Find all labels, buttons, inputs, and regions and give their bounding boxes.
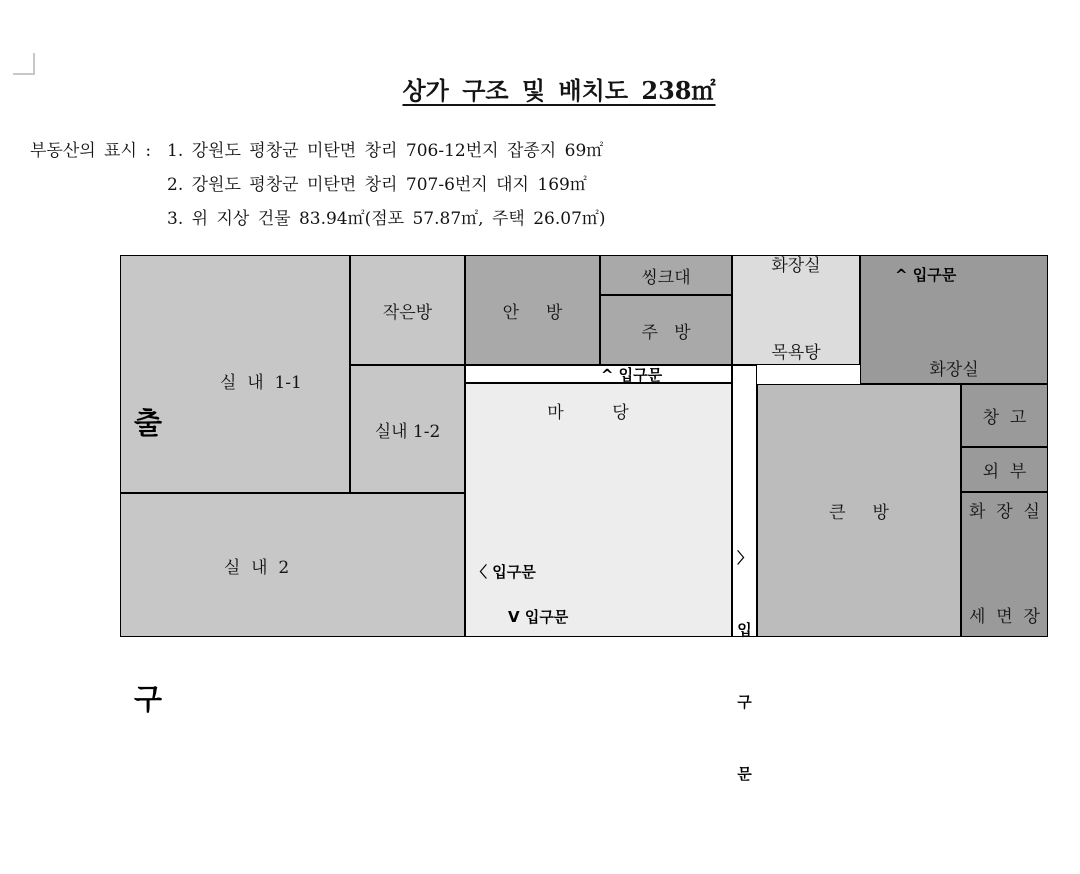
- room-label-silnae-1-2: 실내 1-2: [374, 421, 441, 442]
- room-small-room: [350, 255, 465, 365]
- room-label-kitchen: 주 방: [641, 322, 691, 343]
- room-sink: [600, 255, 732, 295]
- room-label-silnae-2: 실 내 2: [223, 557, 290, 578]
- right-door-char-4: 문: [737, 765, 752, 783]
- door-strip-right: [732, 365, 757, 783]
- page-title: 상가 구조 및 배치도 238㎡: [402, 76, 716, 105]
- right-door-char-2: 입: [737, 621, 752, 639]
- room-label-big-room: 큰 방: [829, 503, 889, 523]
- washroom-line-2: 세 면 장: [969, 606, 1040, 627]
- room-label-silnae-1-1: 실 내 1-1: [220, 373, 302, 393]
- toilet-bath-line-1: 화장실: [771, 256, 821, 276]
- room-label-yard: 마 당: [547, 403, 629, 423]
- room-big-room: [757, 384, 961, 637]
- room-toilet-boiler: [860, 255, 1048, 384]
- room-label-sink: 씽크대: [641, 267, 691, 288]
- door-label-left-entrance: 〈 입구문: [472, 563, 536, 581]
- room-label-main-room: 안 방: [502, 302, 563, 323]
- door-label-bottom-entrance: V 입구문: [508, 608, 569, 626]
- room-label-toilet-washroom: [969, 425, 1040, 705]
- property-description-item-2: 2. 강원도 평창군 미탄면 창리 707-6번지 대지 169㎡: [167, 175, 587, 195]
- right-door-char-3: 구: [737, 693, 752, 711]
- toilet-bath-line-2: 목욕탕: [771, 343, 821, 363]
- room-label-exterior: 외 부: [982, 462, 1027, 482]
- room-main-room: [465, 255, 600, 365]
- entrance-char-3: 구: [133, 682, 162, 716]
- room-label-storage: 창 고: [982, 408, 1027, 428]
- property-description-label: 부동산의 표시 :: [30, 141, 152, 161]
- door-label-right-entrance: [733, 406, 756, 834]
- right-door-char-1: 〉: [736, 549, 752, 567]
- room-kitchen: [600, 295, 732, 365]
- room-label-small-room: 작은방: [382, 302, 433, 323]
- door-label-boiler-entrance: ^ 입구문: [895, 266, 957, 284]
- door-label-top-entrance: ^ 입구문: [600, 365, 663, 384]
- property-description-item-1: 1. 강원도 평창군 미탄면 창리 706-12번지 잡종지 69㎡: [167, 141, 604, 161]
- door-strip-top: [465, 365, 732, 383]
- room-yard: [465, 383, 732, 637]
- washroom-line-1: 화 장 실: [969, 501, 1040, 522]
- room-toilet-bath: [732, 255, 860, 365]
- toilet-boiler-line-1: 화장실: [929, 360, 979, 380]
- entrance-char-1: 출: [133, 406, 162, 440]
- room-silnae-1-2: [350, 365, 465, 493]
- room-silnae-2: [120, 493, 465, 637]
- property-description-item-3: 3. 위 지상 건물 83.94㎡(점포 57.87㎡, 주택 26.07㎡): [167, 209, 606, 229]
- room-toilet-washroom: [961, 492, 1048, 637]
